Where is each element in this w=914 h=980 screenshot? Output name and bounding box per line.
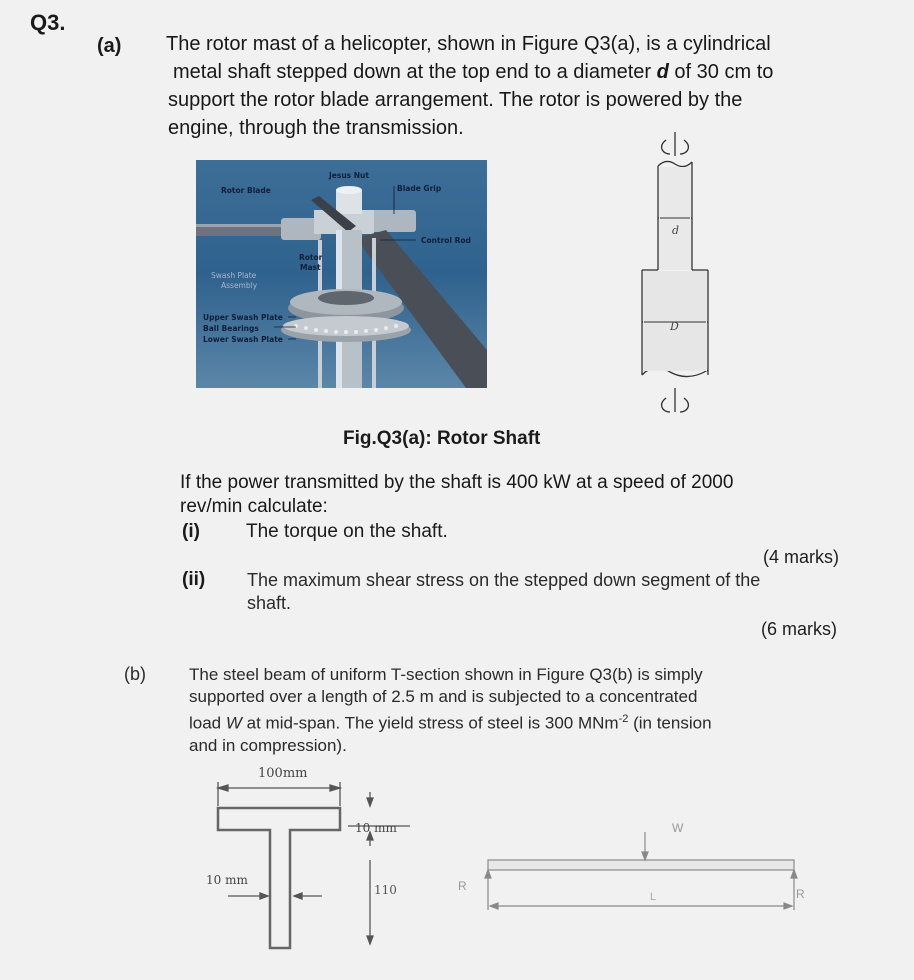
sub-ii-line-2: shaft. bbox=[247, 593, 292, 613]
rotor-mast-illustration bbox=[196, 160, 487, 388]
given-line-2: rev/min calculate: bbox=[180, 496, 328, 517]
part-b-line-3: load W at mid-span. The yield stress of steel is 300 MNm$^{-2}$ (in tension bbox=[189, 713, 712, 733]
intro-line-2: metal shaft stepped down at the top end to a diameter d of 30 cm to bbox=[173, 61, 774, 83]
label-control-rod: Control Rod bbox=[421, 236, 471, 245]
beam-load-label: W bbox=[672, 821, 684, 835]
sub-ii-marks: (6 marks) bbox=[761, 619, 837, 639]
sub-ii-line-1: The maximum shear stress on the stepped down segment of the bbox=[247, 570, 761, 590]
given-text bbox=[180, 471, 733, 519]
beam-right-reaction-label: R bbox=[796, 887, 805, 901]
question-number: Q3. bbox=[30, 10, 66, 35]
part-b-line-4: and in compression). bbox=[189, 735, 347, 755]
intro-line-1: The rotor mast of a helicopter, shown in Figure Q3(a), is a cylindrical bbox=[166, 33, 771, 55]
t-web-label: 10 mm bbox=[206, 873, 248, 887]
part-b-line-2: supported over a length of 2.5 m and is subjected to a concentrated bbox=[189, 687, 698, 706]
figure-caption: Fig.Q3(a): Rotor Shaft bbox=[343, 428, 541, 449]
diameter-var: d bbox=[656, 61, 669, 83]
label-swash-plate: Swash Plate bbox=[211, 271, 257, 280]
sub-ii-text bbox=[247, 569, 760, 615]
given-line-1: If the power transmitted by the shaft is 400 kW at a speed of 2000 bbox=[180, 472, 734, 493]
t-width-label: 100mm bbox=[258, 766, 308, 781]
t-flange-label: 10 mm bbox=[355, 821, 397, 835]
label-rotor-blade: Rotor Blade bbox=[221, 186, 271, 195]
stepped-shaft-diagram bbox=[630, 130, 720, 415]
intro-line-3: support the rotor blade arrangement. The rotor is powered by the bbox=[168, 89, 743, 111]
label-rotor: Rotor bbox=[299, 253, 323, 262]
label-blade-grip: Blade Grip bbox=[397, 184, 442, 193]
part-a-label: (a) bbox=[97, 35, 122, 57]
part-b-label: (b) bbox=[124, 664, 146, 684]
label-ball-bearings: Ball Bearings bbox=[203, 324, 259, 333]
part-b-text bbox=[189, 664, 879, 757]
beam-diagram bbox=[450, 810, 810, 920]
label-jesus-nut: Jesus Nut bbox=[329, 171, 369, 180]
intro-line-4: engine, through the transmission. bbox=[168, 117, 464, 139]
beam-span-label: L bbox=[650, 891, 657, 903]
sub-i-label: (i) bbox=[182, 521, 200, 542]
part-b-line-1: The steel beam of uniform T-section shown in Figure Q3(b) is simply bbox=[189, 665, 703, 684]
load-var: W bbox=[225, 713, 242, 733]
shaft-d-label: d bbox=[672, 224, 680, 237]
sub-ii-label: (ii) bbox=[182, 569, 206, 590]
t-height-label: 110 bbox=[374, 883, 397, 897]
shaft-D-label: D bbox=[670, 320, 679, 333]
label-mast: Mast bbox=[300, 263, 321, 272]
beam-left-reaction-label: R bbox=[458, 879, 467, 893]
label-assembly: Assembly bbox=[221, 281, 258, 290]
sub-i-text: The torque on the shaft. bbox=[246, 521, 448, 542]
label-lower-swash-plate: Lower Swash Plate bbox=[203, 335, 283, 344]
label-upper-swash-plate: Upper Swash Plate bbox=[203, 313, 283, 322]
t-section-diagram bbox=[198, 760, 428, 960]
sub-i-marks: (4 marks) bbox=[763, 547, 839, 567]
part-a-intro bbox=[166, 30, 866, 142]
